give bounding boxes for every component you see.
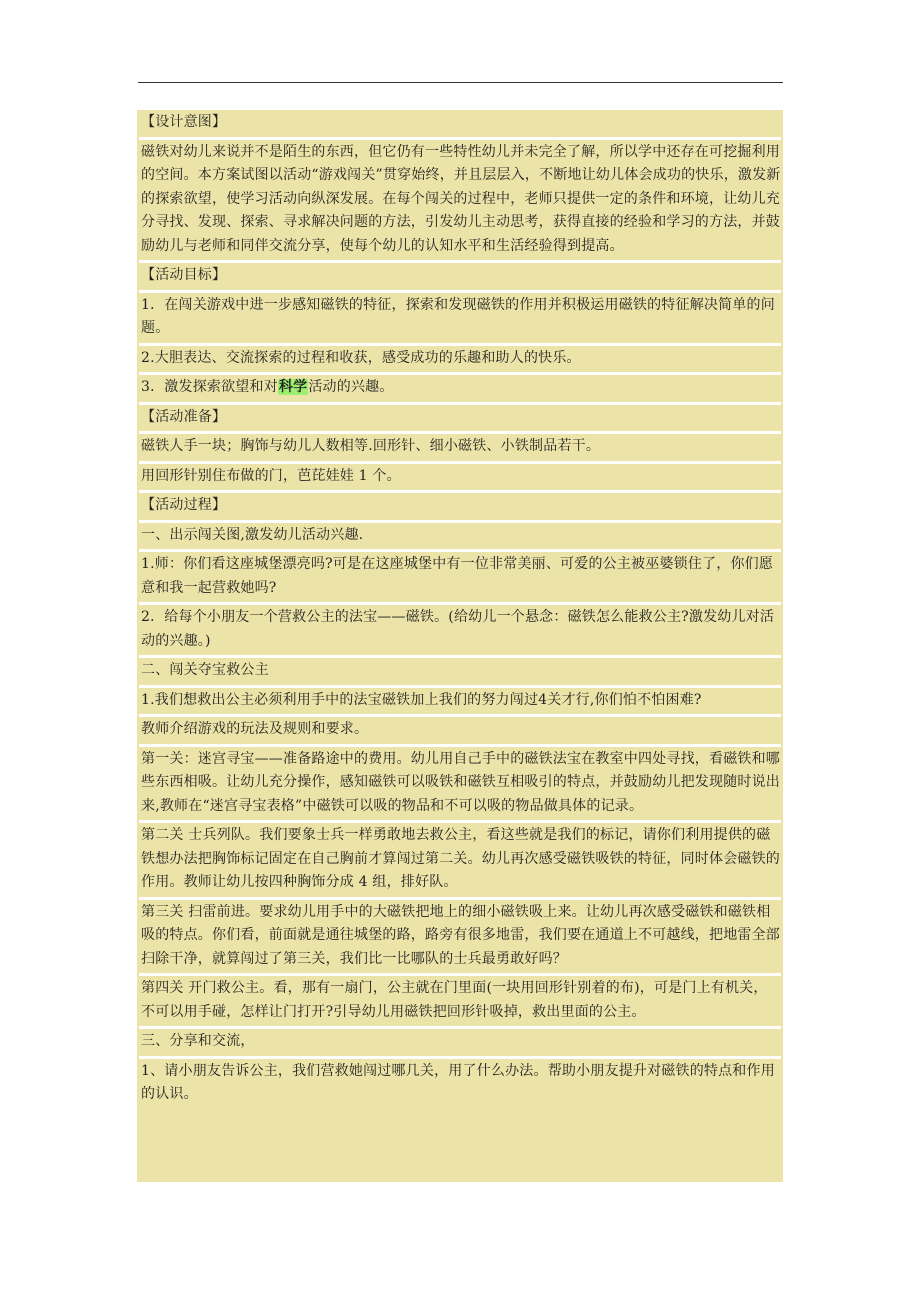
goal-3-after: 活动的兴趣。 bbox=[308, 379, 394, 395]
document-body bbox=[137, 110, 783, 1182]
heading-activity-process: 【活动过程】 bbox=[139, 493, 781, 523]
science-keyword-link[interactable]: 科学 bbox=[278, 379, 308, 395]
process-section-1: 一、出示闯关图,激发幼儿活动兴趣. bbox=[139, 523, 781, 553]
heading-activity-prep: 【活动准备】 bbox=[139, 405, 781, 435]
level-1: 第一关：迷宫寻宝——准备路途中的费用。幼儿用自己手中的磁铁法宝在教室中四处寻找，看磁铁和哪些东西相吸。让幼儿充分操作，感知磁铁可以吸铁和磁铁互相吸引的特点，并鼓励幼儿把发现随时说出来,教师在“迷宫寻宝表格”中磁铁可以吸的物品和不可以吸的物品做具体的记录。 bbox=[139, 747, 781, 824]
process-section-2: 二、闯关夺宝救公主 bbox=[139, 658, 781, 688]
process-step-2: 2．给每个小朋友一个营救公主的法宝——磁铁。(给幼儿一个悬念：磁铁怎么能救公主?激发幼儿对活动的兴趣。) bbox=[139, 605, 781, 658]
process-rules: 教师介绍游戏的玩法及规则和要求。 bbox=[139, 717, 781, 747]
process-step-1: 1.师：你们看这座城堡漂亮吗?可是在这座城堡中有一位非常美丽、可爱的公主被巫婆锁住了，你们愿意和我一起营救她吗? bbox=[139, 552, 781, 605]
goal-2: 2.大胆表达、交流探索的过程和收获，感受成功的乐趣和助人的快乐。 bbox=[139, 346, 781, 376]
process-intro-4-levels: 1.我们想救出公主必须利用手中的法宝磁铁加上我们的努力闯过4关才行,你们怕不怕困难? bbox=[139, 688, 781, 718]
heading-activity-goals: 【活动目标】 bbox=[139, 263, 781, 293]
design-intent-text: 磁铁对幼儿来说并不是陌生的东西，但它仍有一些特性幼儿并未完全了解，所以学中还存在可挖掘利用的空间。本方案试图以活动“游戏闯关”贯穿始终，并且层层入，不断地让幼儿体会成功的快乐，激发新的探索欲望，使学习活动向纵深发展。在每个闯关的过程中，老师只提供一定的条件和环境，让幼儿充分寻找、发现、探索、寻求解决问题的方法，引发幼儿主动思考，获得直接的经验和学习的方法，并鼓励幼儿与老师和同伴交流分享，使每个幼儿的认知水平和生活经验得到提高。 bbox=[139, 140, 781, 264]
heading-design-intent: 【设计意图】 bbox=[139, 110, 781, 140]
prep-materials-2: 用回形针别住布做的门，芭芘娃娃 1 个。 bbox=[139, 464, 781, 494]
share-step-1: 1、请小朋友告诉公主，我们营救她闯过哪几关，用了什么办法。帮助小朋友提升对磁铁的特点和作用的认识。 bbox=[141, 1062, 775, 1102]
level-3: 第三关 扫雷前进。要求幼儿用手中的大磁铁把地上的细小磁铁吸上来。让幼儿再次感受磁铁和磁铁相吸的特点。你们看，前面就是通往城堡的路，路旁有很多地雷，我们要在通道上不可越线，把地雷全部扫除干净，就算闯过了第三关，我们比一比哪队的士兵最勇敢好吗？ bbox=[139, 900, 781, 977]
level-2: 第二关 士兵列队。我们要象士兵一样勇敢地去救公主，看这些就是我们的标记，请你们利用提供的磁铁想办法把胸饰标记固定在自己胸前才算闯过第二关。幼儿再次感受磁铁吸铁的特征，同时体会磁铁的作用。教师让幼儿按四种胸饰分成 4 组，排好队。 bbox=[139, 823, 781, 900]
goal-3 bbox=[139, 375, 781, 405]
goal-3-before: 3．激发探索欲望和对 bbox=[141, 379, 278, 395]
header-rule bbox=[138, 82, 783, 83]
level-4: 第四关 开门救公主。看，那有一扇门，公主就在门里面(一块用回形针别着的布)，可是门上有机关，不可以用手碰，怎样让门打开?引导幼儿用磁铁把回形针吸掉，救出里面的公主。 bbox=[139, 976, 781, 1029]
prep-materials-1: 磁铁人手一块；胸饰与幼儿人数相等.回形针、细小磁铁、小铁制品若干。 bbox=[139, 434, 781, 464]
process-section-3: 三、分享和交流， bbox=[139, 1029, 781, 1059]
goal-1: 1．在闯关游戏中进一步感知磁铁的特征，探索和发现磁铁的作用并积极运用磁铁的特征解决简单的问题。 bbox=[139, 293, 781, 346]
